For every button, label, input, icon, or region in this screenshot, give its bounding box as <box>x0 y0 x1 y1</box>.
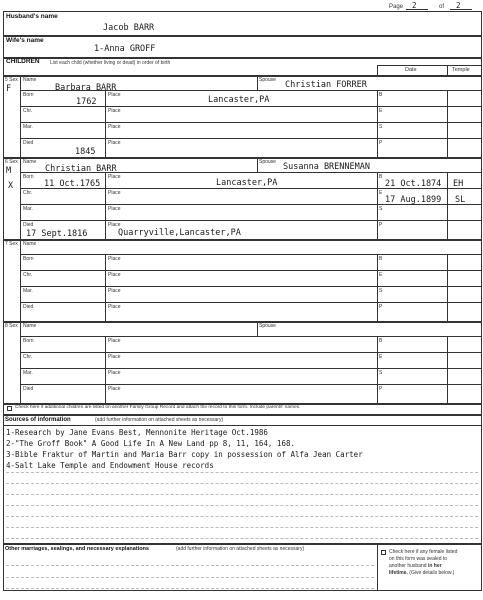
child-6-name-label: Name <box>23 159 37 165</box>
wife-name-value: 1-Anna GROFF <box>94 44 156 54</box>
child-5-born: 1762 <box>76 97 97 107</box>
child-5-spouse-label: Spouse <box>259 77 276 83</box>
page-of-label: of <box>439 4 445 10</box>
child-6-sex: M <box>6 166 12 176</box>
date-column-header: Date <box>405 67 417 73</box>
child-5-sex: F <box>6 84 12 94</box>
sources-hint: (add further information on attached sheets as necessary) <box>95 417 224 423</box>
female-note-line-2: on this form was sealed to <box>389 556 448 562</box>
children-instruction: List each child (whether living or dead) in order of birth <box>50 60 171 66</box>
child-5-name: Barbara BARR <box>55 83 117 93</box>
additional-children-note: Check here if additional children are listed on another Family Group Record and attach the record to this form. Include parents' names. <box>15 405 301 410</box>
child-6-name: Christian BARR <box>45 164 117 174</box>
child-7-sex-label: 7 Sex <box>5 241 18 247</box>
female-note-line-1: Check here if any female listed <box>389 549 458 555</box>
source-line-1: 1-Research by Jane Evans Best, Mennonite Heritage Oct.1986 <box>6 428 268 437</box>
female-note-line-3: another husband <box>389 563 427 569</box>
female-note-line-4: lifetime. <box>389 570 408 576</box>
child-6-born-place: Lancaster,PA <box>216 178 278 188</box>
husband-label: Husband's name <box>6 13 58 20</box>
wife-label: Wife's name <box>6 37 44 44</box>
female-note-line-5: (Give details below.) <box>409 570 455 576</box>
source-line-3: 3-Bible Fraktur of Martin and Maria Barr copy in possession of Alfa Jean Carter <box>6 450 363 459</box>
child-6-born: 11 Oct.1765 <box>44 179 101 189</box>
page-label: Page <box>389 4 404 10</box>
page-current: 2 <box>412 1 417 10</box>
source-line-2: 2-"The Groff Book" A Good Life In A New Land pp 8, 11, 164, 168. <box>6 439 295 448</box>
child-5-spouse: Christian FORRER <box>285 80 367 90</box>
child-8-name-label: Name <box>23 323 37 329</box>
child-6-baptism-date: 21 Oct.1874 <box>385 179 442 189</box>
child-6-spouse: Susanna BRENNEMAN <box>283 162 370 172</box>
child-6-baptism-temple: EH <box>453 179 464 189</box>
child-7-name-label: Name <box>23 241 37 247</box>
children-heading: CHILDREN <box>6 58 40 65</box>
sources-heading: Sources of information <box>5 417 71 423</box>
child-6-endowment-date: 17 Aug.1899 <box>385 195 442 205</box>
child-6-spouse-label: Spouse <box>259 159 276 165</box>
child-6-mark: X <box>8 181 14 191</box>
child-8-spouse-label: Spouse <box>259 323 276 329</box>
child-6-died-place: Quarryville,Lancaster,PA <box>118 228 241 238</box>
female-note-bold: in her <box>427 563 442 569</box>
child-8-sex-label: 8 Sex <box>5 323 18 329</box>
child-6-died: 17 Sept.1816 <box>26 229 88 239</box>
child-5-born-place: Lancaster,PA <box>208 95 270 105</box>
source-line-4: 4-Salt Lake Temple and Endowment House records <box>6 461 214 470</box>
other-marriages-hint: (add further information on attached sheets as necessary) <box>176 546 305 552</box>
child-5-sex-label: 5 Sex <box>5 77 18 83</box>
additional-children-checkbox[interactable] <box>7 406 12 411</box>
husband-name-value: Jacob BARR <box>103 23 155 33</box>
temple-column-header: Temple <box>452 67 470 73</box>
page-total: 2 <box>456 1 461 10</box>
child-6-sex-label: 6 Sex <box>5 159 18 165</box>
child-6-endowment-temple: SL <box>455 195 466 205</box>
child-5-name-label: Name <box>23 77 37 83</box>
child-5-died: 1845 <box>75 147 96 157</box>
family-group-record-page: Page 2 of 2 Husband's name Jacob BARR Wife's name 1-Anna GROFF CHILDREN List each child (whether living or dead) in order of birth Date Temple 5 Sex F Name Barbara BARR Spouse Christian FORRER Born Chr. Mar. Died Place Place Place Place B E S P 1762 Lancaster,PA 1845 6 Sex M X Name Christian BARR Spouse Susanna BRENNEMAN Born Chr. Mar. Died Place Place Place Place B E S P 11 Oct.1765 Lancaster,PA 21 Oct.1874 EH 17 Aug.1899 SL 17 Sept.1816 Quarryville,Lancaster,PA 7 Sex Name Born Chr. Mar. Died Place Place Place Place B E S P 8 Sex Name Spouse Born Chr. Mar. Died Place Place Place Place B E S P Check here if additional children are listed on another Family Group Record and attach the record to this form. Include parents' names. Sources of information (add further information on attached sheets as necessary) 1-Research by Jane Evans Best, Mennonite Heritage Oct.1986 2-"The Groff Book" A Good Life In A New Land pp 8, 11, 164, 168. 3-Bible Fraktur of Martin and Maria Barr copy in possession of Alfa Jean Carter 4-Salt Lake Temple and Endowment House records Other marriages, sealings, and necessary explanations (add further information on attached sheets as necessary) Check here if any female listed on this form was sealed to another husband in her lifetime. (Give details below.) <box>0 0 483 600</box>
female-sealed-checkbox[interactable] <box>381 550 386 555</box>
other-marriages-heading: Other marriages, sealings, and necessary explanations <box>5 546 149 552</box>
